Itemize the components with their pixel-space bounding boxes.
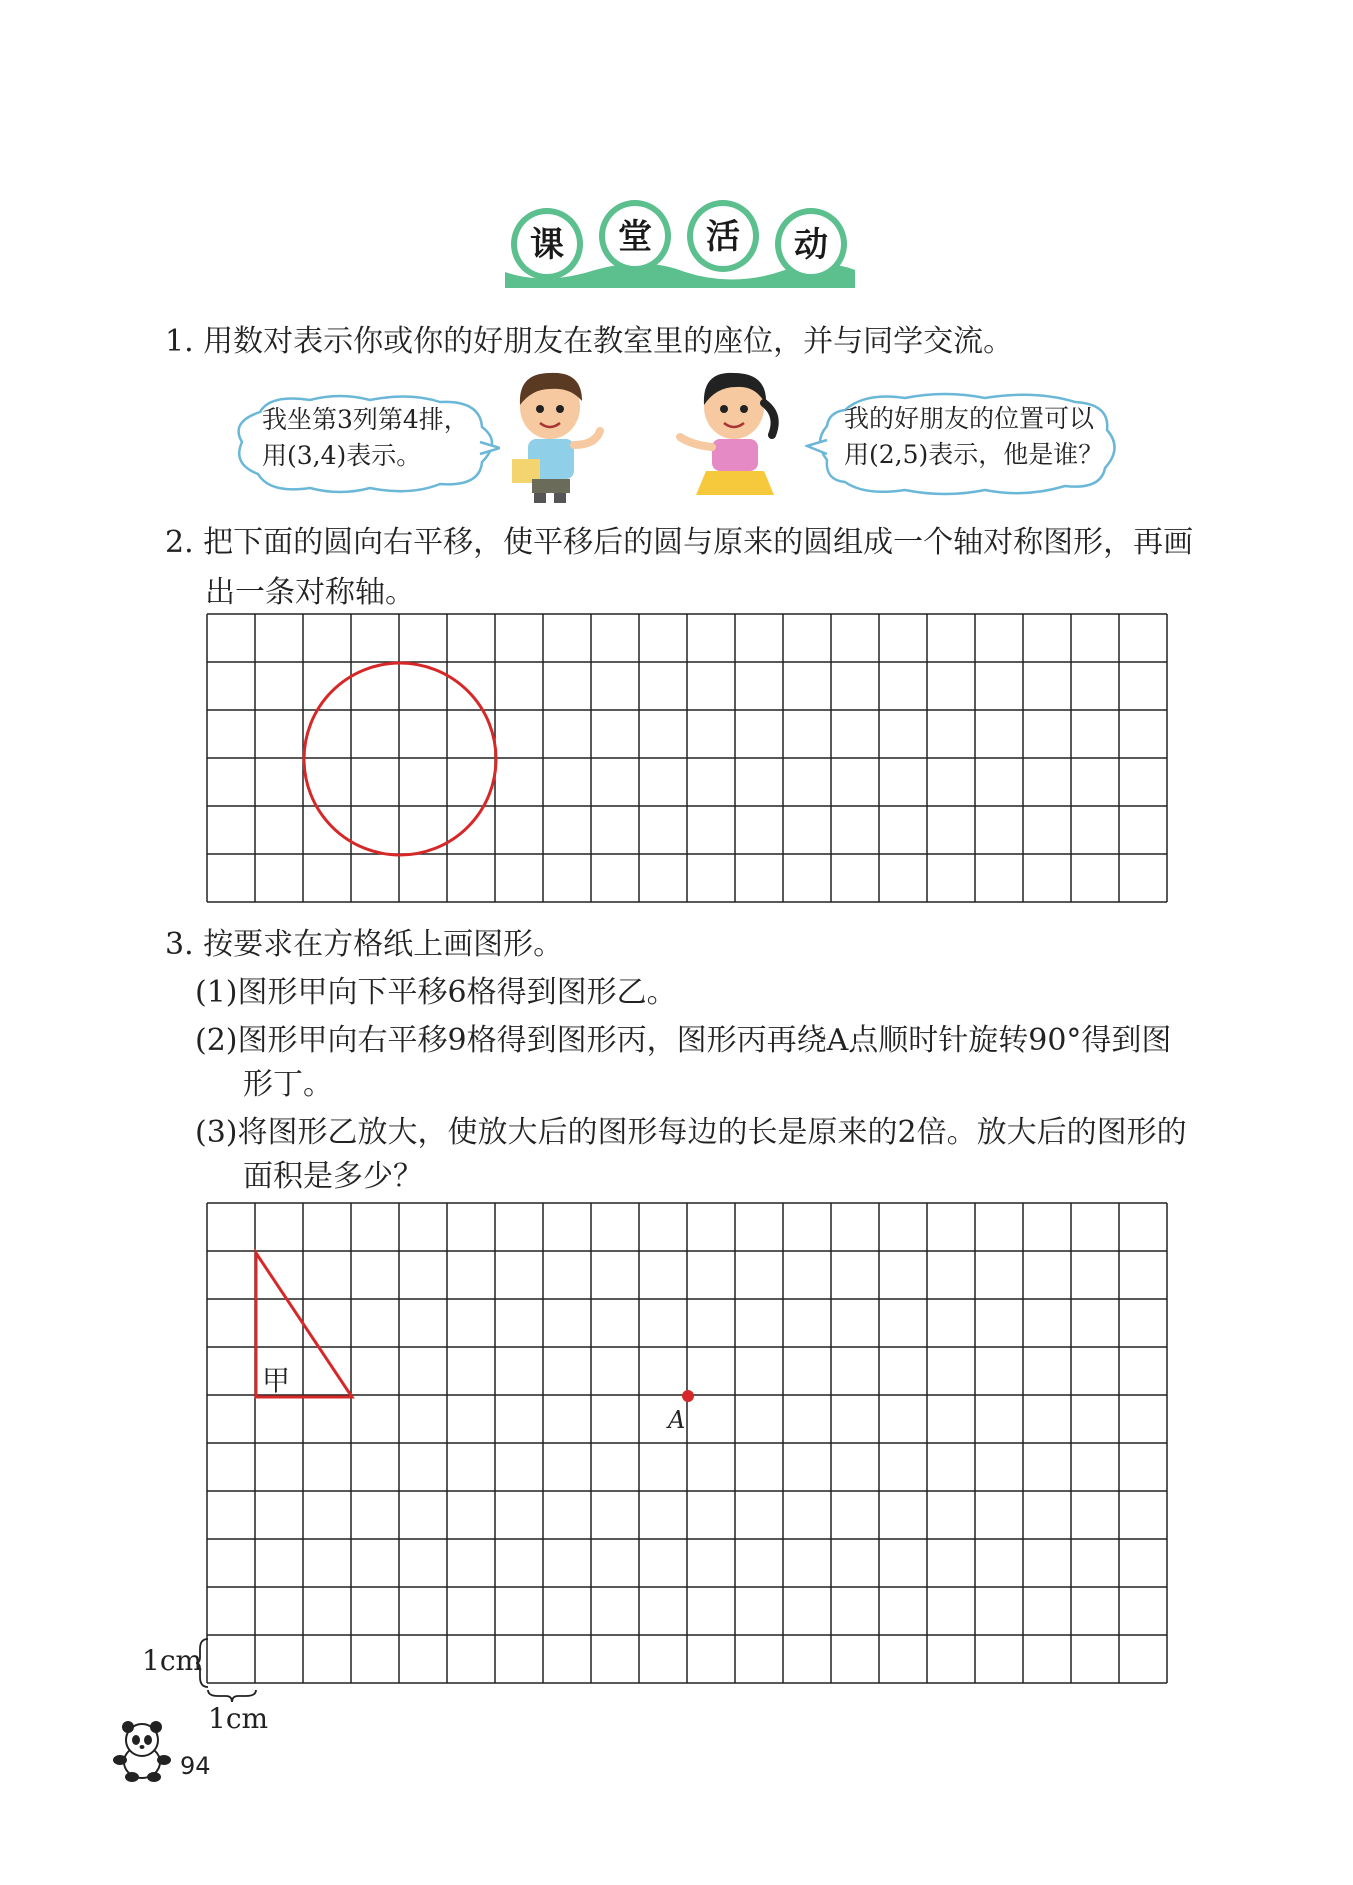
- question-3-item-2-line-1: (2)图形甲向右平移9格得到图形丙，图形丙再绕A点顺时针旋转90°得到图: [195, 1023, 1172, 1058]
- triangle-jia-label: 甲: [262, 1364, 291, 1397]
- header-char-3: 活: [706, 217, 740, 257]
- boy-character-illustration: [500, 365, 610, 505]
- question-3-title: 3. 按要求在方格纸上画图形。: [165, 927, 564, 962]
- question-3-item-3-line-2: 面积是多少？: [243, 1159, 423, 1194]
- grid-lines: [207, 1203, 1167, 1683]
- page-number: 94: [180, 1752, 211, 1780]
- girl-bubble-line-1: 我的好朋友的位置可以: [844, 404, 1095, 433]
- vertical-brace-icon: [196, 1637, 210, 1689]
- boy-bubble-line-2: 用(3,4)表示。: [262, 441, 422, 470]
- girl-character-illustration: [676, 365, 796, 505]
- question-2-line-1: 2. 把下面的圆向右平移，使平移后的圆与原来的圆组成一个轴对称图形，再画: [165, 525, 1194, 560]
- question-3-item-2-line-2: 形丁。: [243, 1067, 333, 1102]
- grid-lines: [207, 614, 1167, 902]
- header-char-2: 堂: [618, 217, 652, 257]
- scale-horizontal-label: 1cm: [208, 1702, 269, 1735]
- point-a-label: A: [668, 1406, 686, 1434]
- scale-vertical-label: 1cm: [142, 1644, 203, 1677]
- question-1-text: 1. 用数对表示你或你的好朋友在教室里的座位，并与同学交流。: [165, 324, 1014, 359]
- horizontal-brace-icon: [206, 1688, 258, 1702]
- boy-bubble-line-1: 我坐第3列第4排，: [262, 405, 469, 434]
- red-circle: [304, 663, 496, 855]
- header-char-1: 课: [530, 225, 564, 265]
- point-a-marker: [682, 1390, 694, 1402]
- question-3-grid: [206, 1202, 1172, 1686]
- header-char-4: 动: [794, 225, 828, 265]
- question-3-item-1: (1)图形甲向下平移6格得到图形乙。: [195, 975, 677, 1010]
- question-2-grid: [206, 613, 1172, 903]
- question-3-item-3-line-1: (3)将图形乙放大，使放大后的图形每边的长是原来的2倍。放大后的图形的: [195, 1115, 1187, 1150]
- section-header-banner: [505, 200, 855, 290]
- panda-mascot-icon: [112, 1720, 172, 1782]
- girl-bubble-line-2: 用(2,5)表示，他是谁？: [844, 440, 1104, 469]
- question-2-line-2: 出一条对称轴。: [205, 575, 415, 610]
